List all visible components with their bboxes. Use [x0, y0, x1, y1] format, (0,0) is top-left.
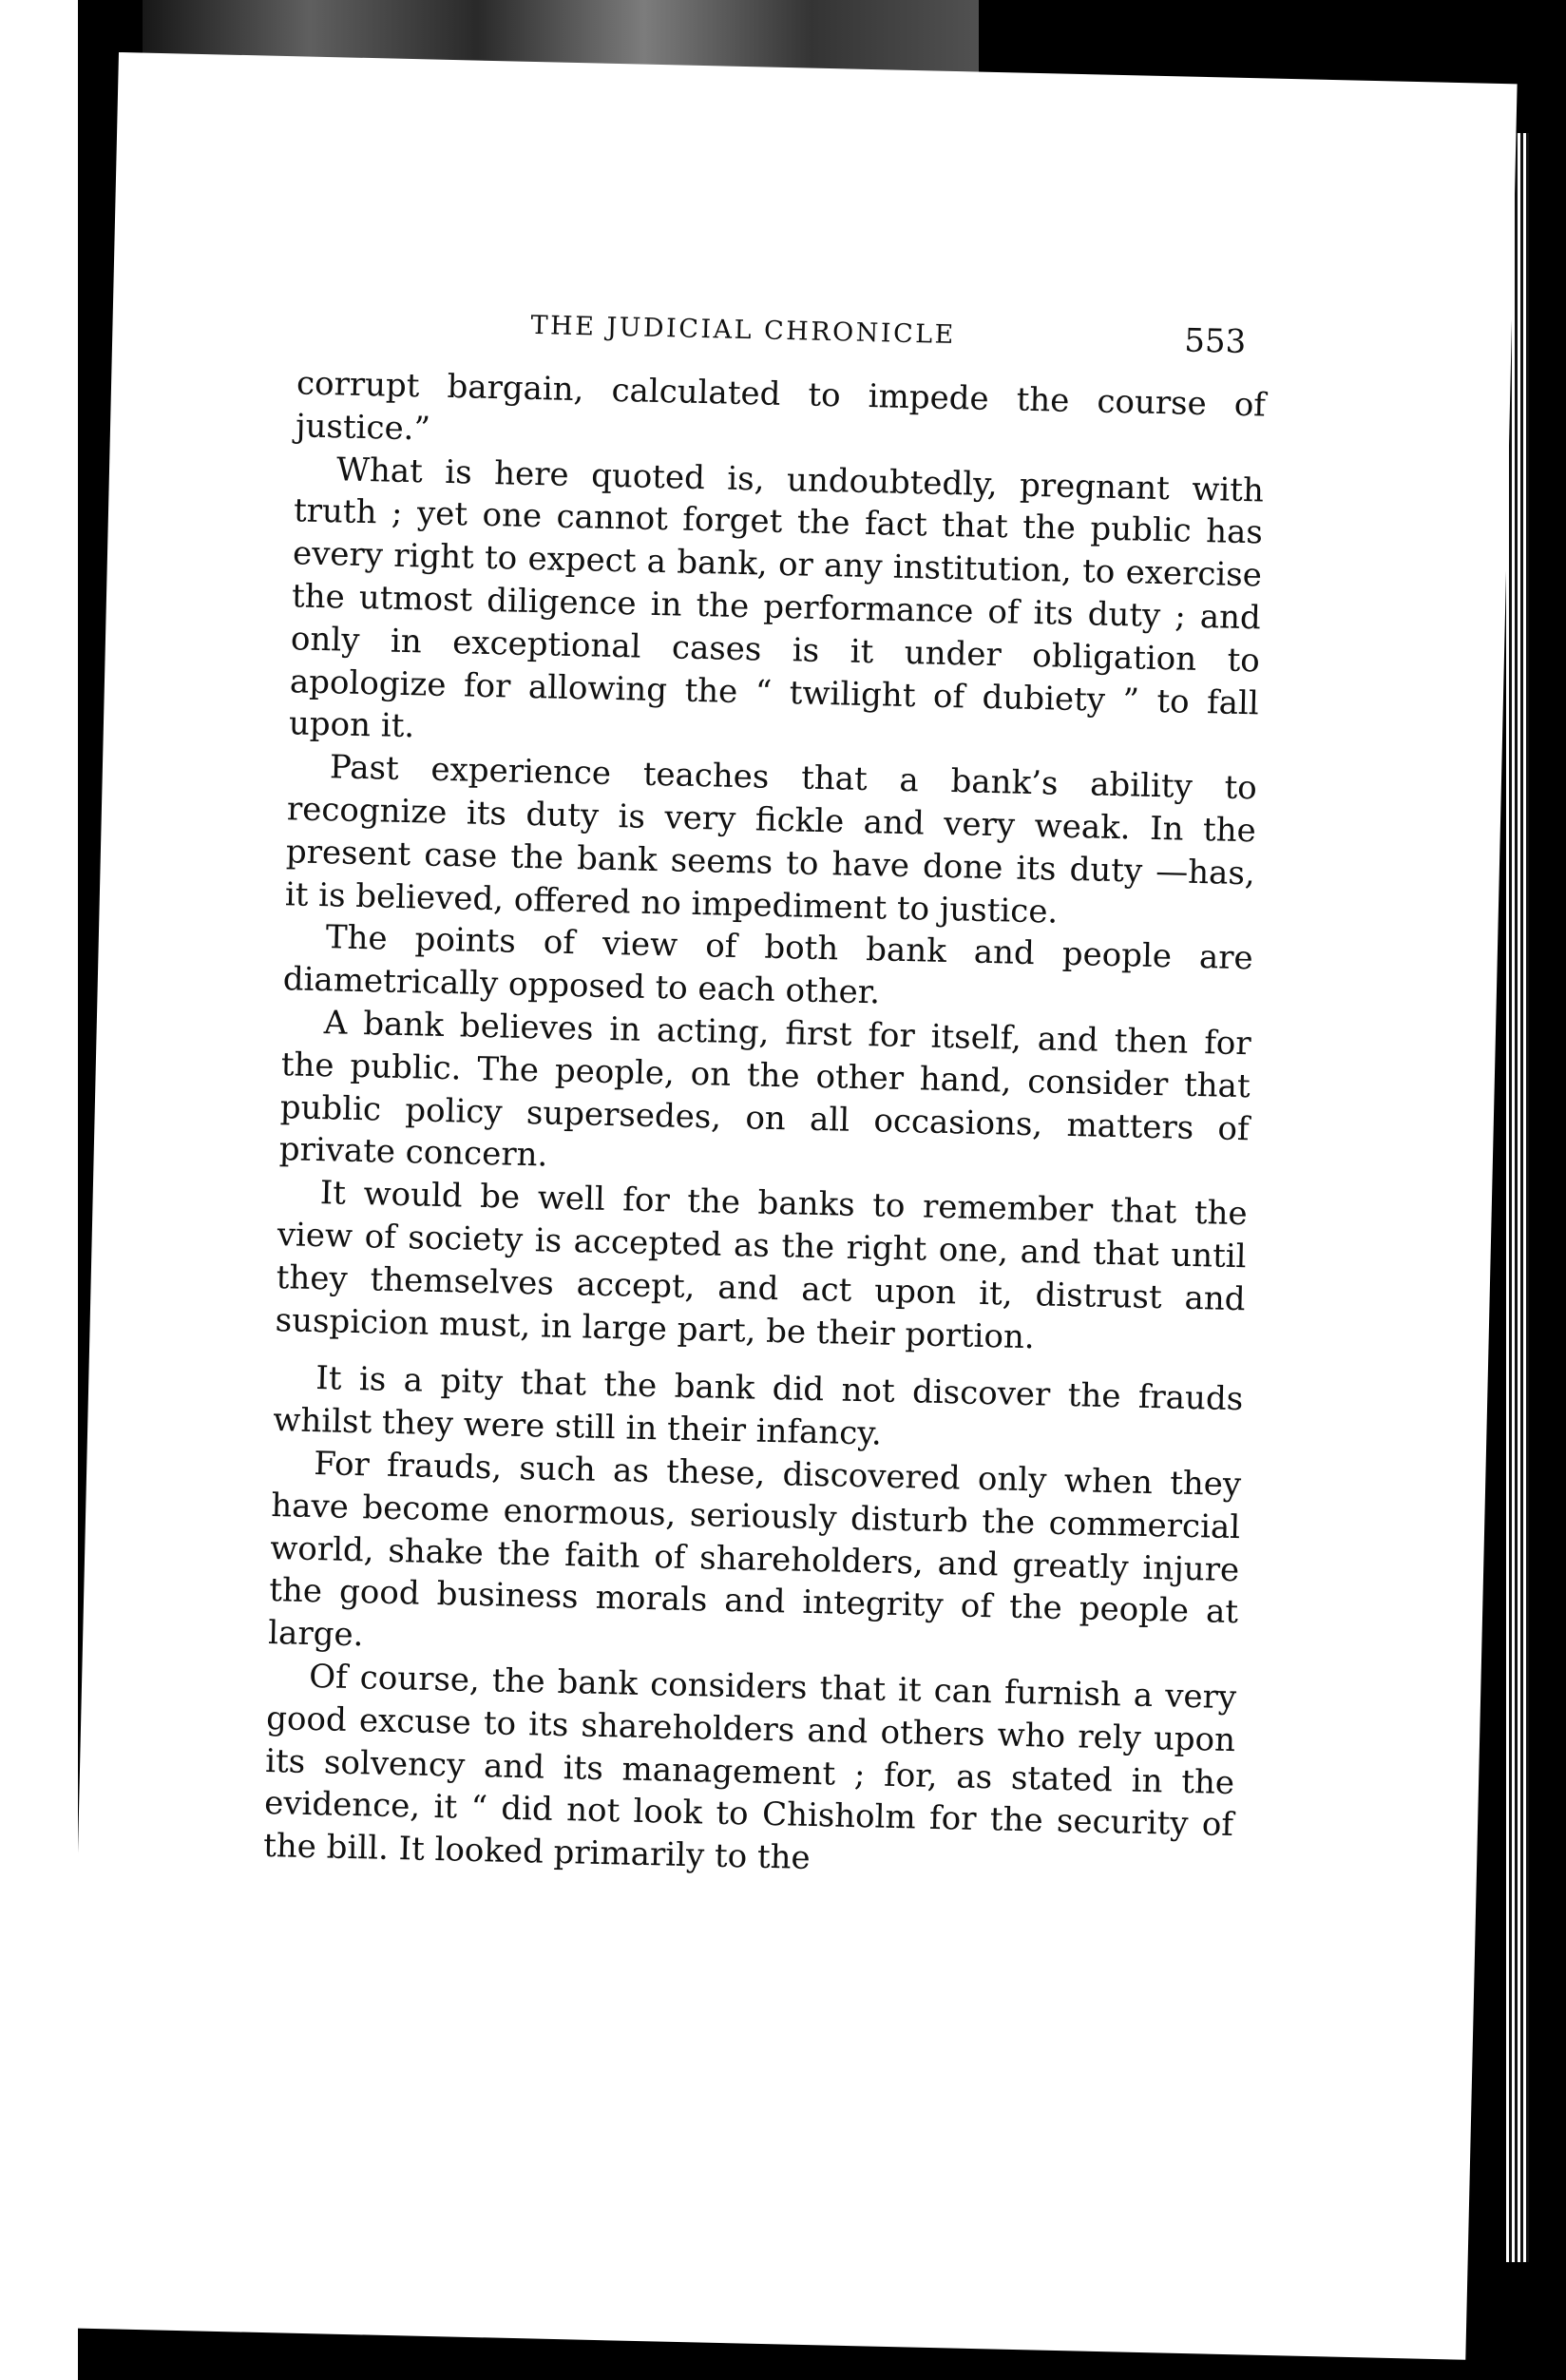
paragraph: What is here quoted is, undoubtedly, pregnant with truth ; yet one cannot forget the fact that the public has every right to expect a bank, or any institution, to exercise the utmost diligence in the performance of its duty ; and only in exceptional cases is it under obligation to apologize for allowing the “ twilight of dubiety ” to fall upon it.: [288, 450, 1265, 746]
paragraph: It is a pity that the bank did not discover the frauds whilst they were still in their infancy.: [272, 1359, 1244, 1453]
page-number: 553: [1183, 321, 1247, 361]
page-stack-edges: [1506, 133, 1529, 2262]
running-head: THE JUDICIAL CHRONICLE: [530, 310, 957, 351]
paragraph: For frauds, such as these, discovered only when they have become enormous, seriously disturb the commercial world, shake the faith of shareholders, and greatly injure the good business morals and integrity of the people at large.: [267, 1444, 1242, 1655]
paragraph: A bank believes in acting, first for itself, and then for the public. The people, on the other hand, consider that public policy supersedes, on all occasions, matters of private concern.: [278, 1004, 1252, 1175]
paragraph: Past experience teaches that a bank’s ability to recognize its duty is very fickle and very weak. In the present case the bank seems to have done its duty —has, it is believed, offered no impediment to justice.: [284, 748, 1258, 931]
page-body: [263, 362, 1267, 1890]
paragraph: It would be well for the banks to remember that the view of society is accepted as the right one, and that until they themselves accept, and act upon it, distrust and suspicion must, in large part, be their portion.: [275, 1174, 1249, 1356]
book-page: [67, 52, 1518, 2360]
paragraph: corrupt bargain, calculated to impede the course of justice.”: [295, 364, 1267, 449]
paragraph: Of course, the bank considers that it can furnish a very good excuse to its shareholders and others who rely upon its solvency and its management ; for, as stated in the evidence, it “ did not look to Chisholm for the security of the bill. It looked primarily to the: [262, 1657, 1237, 1878]
paragraph: The points of view of both bank and people are diametrically opposed to each other.: [282, 918, 1254, 1012]
